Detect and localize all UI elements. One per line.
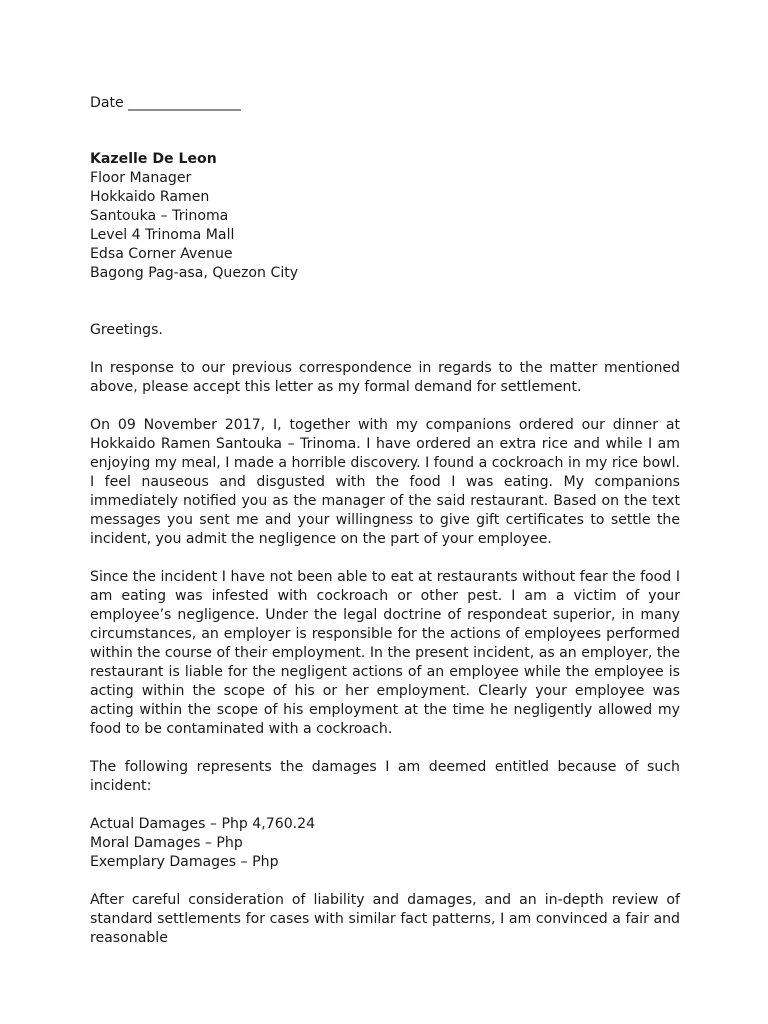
damages-item-exemplary: Exemplary Damages – Php: [90, 854, 279, 870]
date-field: Date ________________: [90, 95, 241, 111]
recipient-name: Kazelle De Leon: [90, 151, 217, 167]
damages-item-actual: Actual Damages – Php 4,760.24: [90, 816, 316, 832]
greeting: Greetings.: [90, 322, 163, 338]
recipient-address-line-2: Edsa Corner Avenue: [90, 246, 233, 262]
recipient-address-block: [90, 150, 680, 283]
paragraph-liability: Since the incident I have not been able to eat at restaurants without fear the food I am eating was infested with cockroach or other pest. I am a victim of your employee’s negligence. Under the legal doctrine of respondeat superior, in many circumstances, an employer is responsible for the actions of employees performed within the course of their employment. In the present incident, as an employer, the restaurant is liable for the negligent actions of an employee while the employee is acting within the scope of his or her employment. Clearly your employee was acting within the scope of his employment at the time he negligently allowed my food to be contaminated with a cockroach.: [90, 569, 680, 737]
recipient-branch: Santouka – Trinoma: [90, 208, 229, 224]
paragraph-damages-intro: The following represents the damages I am deemed entitled because of such incident:: [90, 759, 680, 794]
damages-item-moral: Moral Damages – Php: [90, 835, 243, 851]
paragraph-settlement: After careful consideration of liability and damages, and an in-depth review of standard settlements for cases with similar fact patterns, I am convinced a fair and reasonable: [90, 892, 680, 946]
damages-list: [90, 815, 680, 872]
recipient-company: Hokkaido Ramen: [90, 189, 210, 205]
recipient-address-line-3: Bagong Pag-asa, Quezon City: [90, 265, 299, 281]
paragraph-demand: In response to our previous correspondence in regards to the matter mentioned above, please accept this letter as my formal demand for settlement.: [90, 360, 680, 395]
letter-page: [90, 94, 680, 948]
recipient-address-line-1: Level 4 Trinoma Mall: [90, 227, 235, 243]
recipient-title: Floor Manager: [90, 170, 192, 186]
paragraph-incident: On 09 November 2017, I, together with my companions ordered our dinner at Hokkaido Ramen Santouka – Trinoma. I have ordered an extra rice and while I am enjoying my meal, I made a horrible discovery. I found a cockroach in my rice bowl. I feel nauseous and disgusted with the food I was eating. My companions immediately notified you as the manager of the said restaurant. Based on the text messages you sent me and your willingness to give gift certificates to settle the incident, you admit the negligence on the part of your employee.: [90, 417, 680, 547]
